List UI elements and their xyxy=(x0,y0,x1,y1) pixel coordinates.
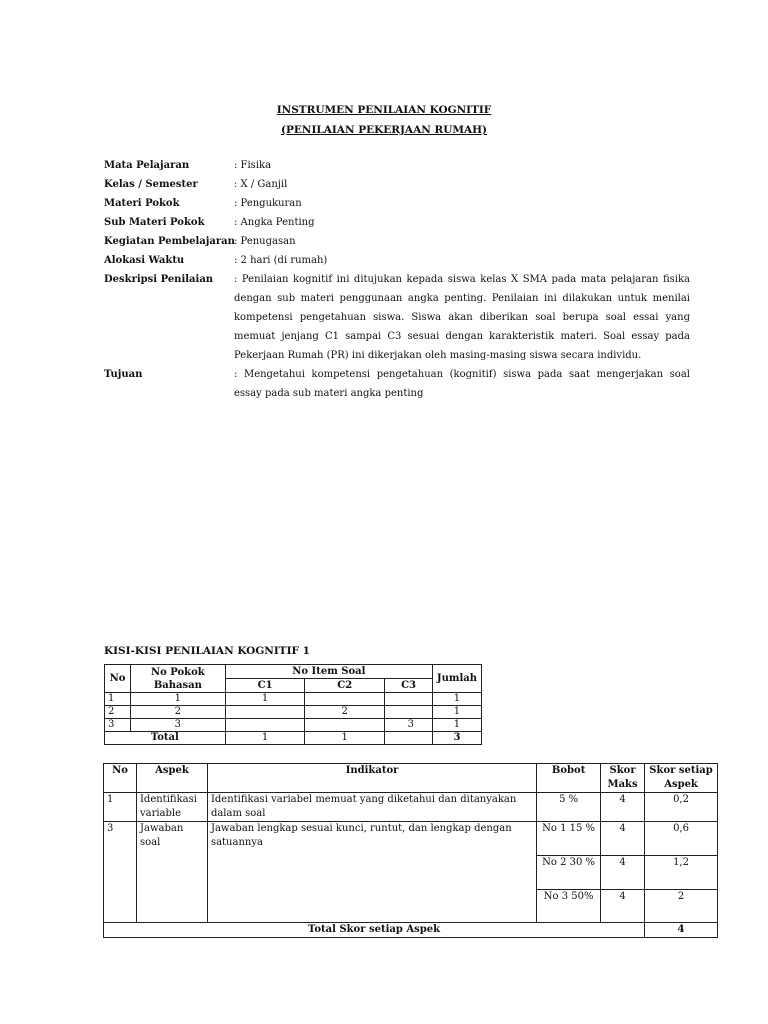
cell-c2 xyxy=(305,693,385,706)
table-row xyxy=(105,719,482,732)
total-c2: 1 xyxy=(305,732,385,745)
cell-jumlah: 1 xyxy=(432,693,481,706)
header-jumlah: Jumlah xyxy=(432,665,481,693)
cell-skor-setiap: 0,6 xyxy=(645,822,718,856)
cell-c3: 3 xyxy=(385,719,433,732)
cell-indikator: Identifikasi variabel memuat yang diketahui dan ditanyakan dalam soal xyxy=(207,793,536,822)
header-aspek: Aspek xyxy=(136,764,207,793)
header-skor-maks: Skor Maks xyxy=(601,764,645,793)
cell-c3 xyxy=(385,693,433,706)
cell-c2 xyxy=(305,719,385,732)
info-value: : Penugasan xyxy=(234,236,296,247)
kisi-kisi-table xyxy=(104,664,482,745)
info-value: : X / Ganjil xyxy=(234,179,288,190)
cell-no: 2 xyxy=(105,706,131,719)
table-row xyxy=(104,822,718,856)
cell-jumlah: 1 xyxy=(432,706,481,719)
document-subtitle: (PENILAIAN PEKERJAAN RUMAH) xyxy=(280,124,488,136)
info-value: : Pengukuran xyxy=(234,198,302,209)
cell-skor-maks: 4 xyxy=(601,856,645,890)
cell-c1 xyxy=(225,719,305,732)
info-label: Mata Pelajaran xyxy=(104,160,190,171)
header-pokok-bahasan: No Pokok Bahasan xyxy=(130,665,225,693)
table-row xyxy=(105,693,482,706)
cell-no: 3 xyxy=(104,822,137,923)
cell-skor-maks: 4 xyxy=(601,890,645,923)
cell-bobot: No 3 50% xyxy=(537,890,601,923)
table-total-row xyxy=(104,923,718,938)
cell-aspek: Jawaban soal xyxy=(136,822,207,923)
table-total-row xyxy=(105,732,482,745)
cell-no: 1 xyxy=(105,693,131,706)
info-value: : Penilaian kognitif ini ditujukan kepada siswa kelas X SMA pada mata pelajaran fisika dengan sub materi penggunaan angka penting. Penilaian ini dilakukan untuk menilai kompetensi pengetahuan siswa. Siswa akan diberikan soal berupa soal essai yang memuat jenjang C1 sampai C3 sesuai dengan karakteristik materi. Soal essay pada Pekerjaan Rumah (PR) ini dikerjakan oleh masing-masing siswa secara individu. xyxy=(234,274,690,361)
header-no: No xyxy=(105,665,131,693)
header-indikator: Indikator xyxy=(207,764,536,793)
total-value: 4 xyxy=(645,923,718,938)
total-label: Total Skor setiap Aspek xyxy=(104,923,645,938)
info-label: Alokasi Waktu xyxy=(104,255,185,266)
table-row xyxy=(105,706,482,719)
table-header-row xyxy=(104,764,718,793)
header-c3: C3 xyxy=(385,679,433,693)
info-value: : Fisika xyxy=(234,160,272,171)
cell-indikator: Jawaban lengkap sesuai kunci, runtut, dan lengkap dengan satuannya xyxy=(207,822,536,923)
header-item-soal: No Item Soal xyxy=(225,665,432,679)
info-label: Materi Pokok xyxy=(104,198,180,209)
info-label: Deskripsi Penilaian xyxy=(104,274,214,285)
cell-bobot: No 2 30 % xyxy=(537,856,601,890)
info-value: : Angka Penting xyxy=(234,217,315,228)
cell-bobot: No 1 15 % xyxy=(537,822,601,856)
cell-bobot: 5 % xyxy=(537,793,601,822)
aspek-table xyxy=(103,763,718,938)
header-c2: C2 xyxy=(305,679,385,693)
cell-skor-maks: 4 xyxy=(601,793,645,822)
info-label: Sub Materi Pokok xyxy=(104,217,205,228)
document-title: INSTRUMEN PENILAIAN KOGNITIF xyxy=(276,104,492,116)
cell-skor-maks: 4 xyxy=(601,822,645,856)
info-value: : 2 hari (di rumah) xyxy=(234,255,328,266)
cell-pokok: 2 xyxy=(130,706,225,719)
cell-aspek: Identifikasi variable xyxy=(136,793,207,822)
cell-c1: 1 xyxy=(225,693,305,706)
cell-c3 xyxy=(385,706,433,719)
cell-skor-setiap: 1,2 xyxy=(645,856,718,890)
cell-pokok: 3 xyxy=(130,719,225,732)
header-bobot: Bobot xyxy=(537,764,601,793)
info-label: Kelas / Semester xyxy=(104,179,198,190)
cell-c2: 2 xyxy=(305,706,385,719)
total-label: Total xyxy=(105,732,226,745)
kisi-kisi-title: KISI-KISI PENILAIAN KOGNITIF 1 xyxy=(104,645,310,657)
cell-pokok: 1 xyxy=(130,693,225,706)
info-value: : Mengetahui kompetensi pengetahuan (kognitif) siswa pada saat mengerjakan soal essay pada sub materi angka penting xyxy=(234,369,690,399)
table-header-row xyxy=(105,665,482,679)
cell-skor-setiap: 2 xyxy=(645,890,718,923)
info-label: Tujuan xyxy=(104,369,143,380)
total-c1: 1 xyxy=(225,732,305,745)
cell-no: 1 xyxy=(104,793,137,822)
header-c1: C1 xyxy=(225,679,305,693)
cell-skor-setiap: 0,2 xyxy=(645,793,718,822)
header-no: No xyxy=(104,764,137,793)
total-jumlah: 3 xyxy=(432,732,481,745)
header-skor-setiap: Skor setiap Aspek xyxy=(645,764,718,793)
cell-no: 3 xyxy=(105,719,131,732)
info-label: Kegiatan Pembelajaran xyxy=(104,236,235,247)
cell-c1 xyxy=(225,706,305,719)
cell-jumlah: 1 xyxy=(432,719,481,732)
table-row xyxy=(104,793,718,822)
total-c3 xyxy=(385,732,433,745)
